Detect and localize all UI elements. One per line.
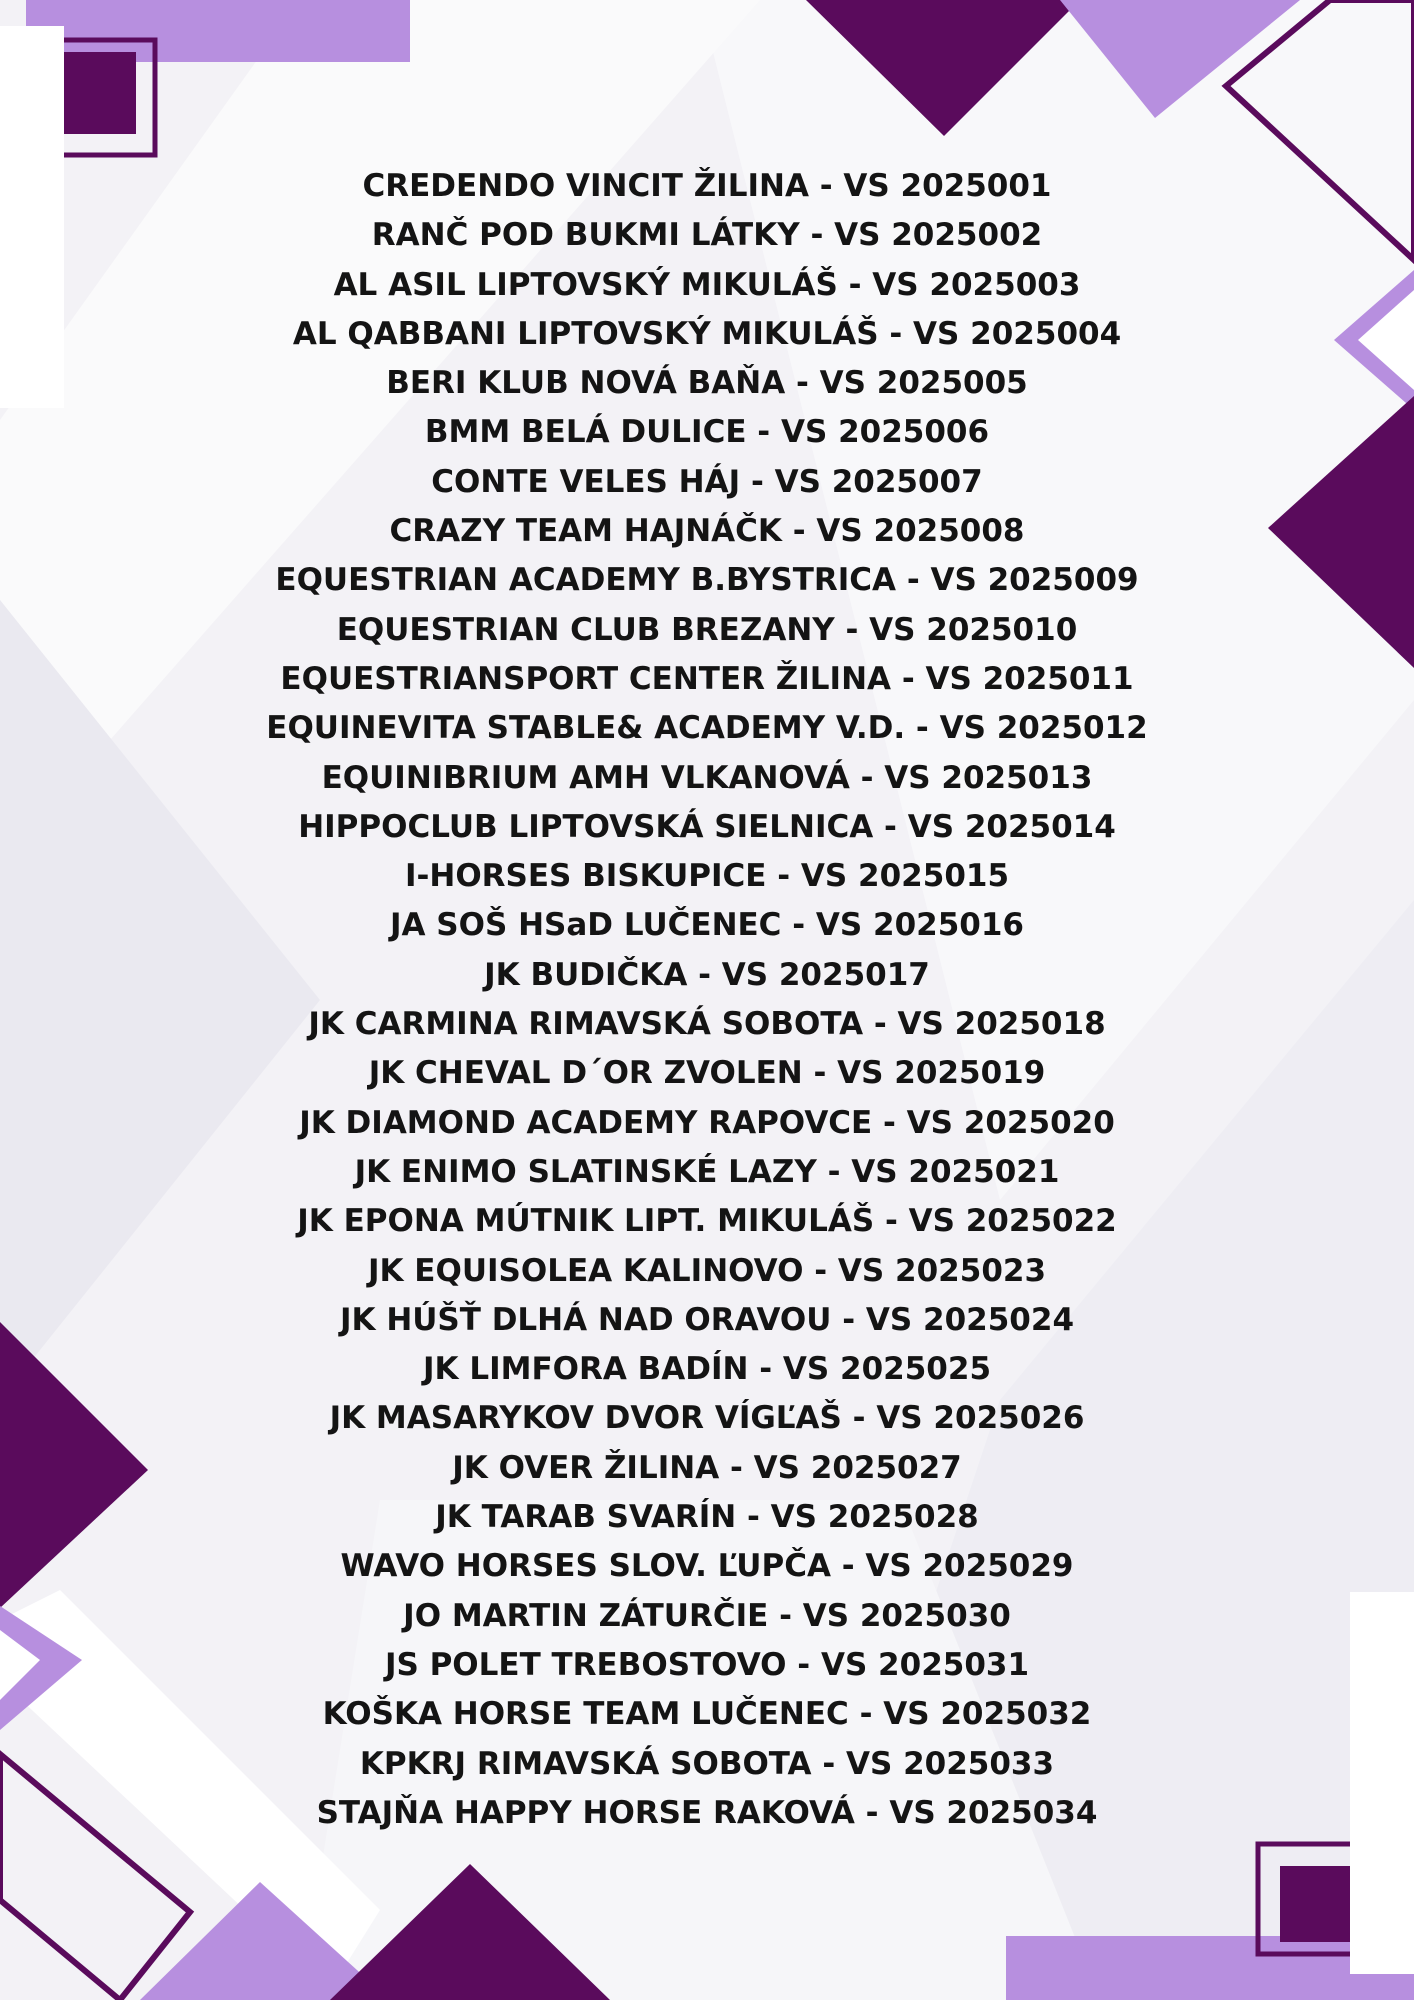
top-left-dark-square xyxy=(54,52,136,134)
list-item: EQUESTRIANSPORT CENTER ŽILINA - VS 2025011 xyxy=(280,660,1134,697)
list-item: CRAZY TEAM HAJNÁČK - VS 2025008 xyxy=(389,513,1025,550)
list-item: JK CHEVAL D´OR ZVOLEN - VS 2025019 xyxy=(368,1055,1046,1092)
list-item: RANČ POD BUKMI LÁTKY - VS 2025002 xyxy=(371,217,1043,254)
list-item: BMM BELÁ DULICE - VS 2025006 xyxy=(424,414,990,451)
list-item: JK CARMINA RIMAVSKÁ SOBOTA - VS 2025018 xyxy=(308,1006,1106,1043)
list-item: KPKRJ RIMAVSKÁ SOBOTA - VS 2025033 xyxy=(359,1745,1055,1782)
list-item: JK HÚŠŤ DLHÁ NAD ORAVOU - VS 2025024 xyxy=(339,1301,1075,1338)
list-item: JK OVER ŽILINA - VS 2025027 xyxy=(452,1449,962,1486)
list-item: JK BUDIČKA - VS 2025017 xyxy=(484,956,930,993)
list-item: JK EPONA MÚTNIK LIPT. MIKULÁŠ - VS 2025022 xyxy=(297,1203,1117,1240)
list-item: HIPPOCLUB LIPTOVSKÁ SIELNICA - VS 2025014 xyxy=(298,808,1116,845)
club-list xyxy=(0,162,1414,1838)
list-item: STAJŇA HAPPY HORSE RAKOVÁ - VS 2025034 xyxy=(316,1794,1098,1831)
list-item: JK MASARYKOV DVOR VÍGĽAŠ - VS 2025026 xyxy=(329,1400,1085,1437)
list-item: CONTE VELES HÁJ - VS 2025007 xyxy=(431,463,983,500)
list-item: JK TARAB SVARÍN - VS 2025028 xyxy=(435,1499,979,1536)
list-item: EQUINEVITA STABLE& ACADEMY V.D. - VS 2025012 xyxy=(266,710,1148,747)
list-item: JK EQUISOLEA KALINOVO - VS 2025023 xyxy=(367,1252,1047,1289)
list-item: I-HORSES BISKUPICE - VS 2025015 xyxy=(404,858,1010,895)
list-item: JK ENIMO SLATINSKÉ LAZY - VS 2025021 xyxy=(354,1153,1060,1190)
list-item: BERI KLUB NOVÁ BAŇA - VS 2025005 xyxy=(386,365,1028,402)
list-item: EQUINIBRIUM AMH VLKANOVÁ - VS 2025013 xyxy=(321,759,1093,796)
list-item: AL QABBANI LIPTOVSKÝ MIKULÁŠ - VS 2025004 xyxy=(292,315,1122,352)
list-item: KOŠKA HORSE TEAM LUČENEC - VS 2025032 xyxy=(322,1696,1092,1733)
list-item: JS POLET TREBOSTOVO - VS 2025031 xyxy=(384,1646,1030,1683)
list-item: JK LIMFORA BADÍN - VS 2025025 xyxy=(422,1351,992,1388)
list-item: AL ASIL LIPTOVSKÝ MIKULÁŠ - VS 2025003 xyxy=(333,266,1081,303)
list-item: EQUESTRIAN CLUB BREZANY - VS 2025010 xyxy=(336,611,1078,648)
list-item: CREDENDO VINCIT ŽILINA - VS 2025001 xyxy=(362,168,1052,204)
list-item: JA SOŠ HSaD LUČENEC - VS 2025016 xyxy=(389,907,1024,944)
list-item: JK DIAMOND ACADEMY RAPOVCE - VS 2025020 xyxy=(299,1104,1115,1141)
list-item: JO MARTIN ZÁTURČIE - VS 2025030 xyxy=(403,1597,1011,1634)
list-item: EQUESTRIAN ACADEMY B.BYSTRICA - VS 2025009 xyxy=(275,562,1139,599)
list-item: WAVO HORSES SLOV. ĽUPČA - VS 2025029 xyxy=(340,1548,1074,1585)
